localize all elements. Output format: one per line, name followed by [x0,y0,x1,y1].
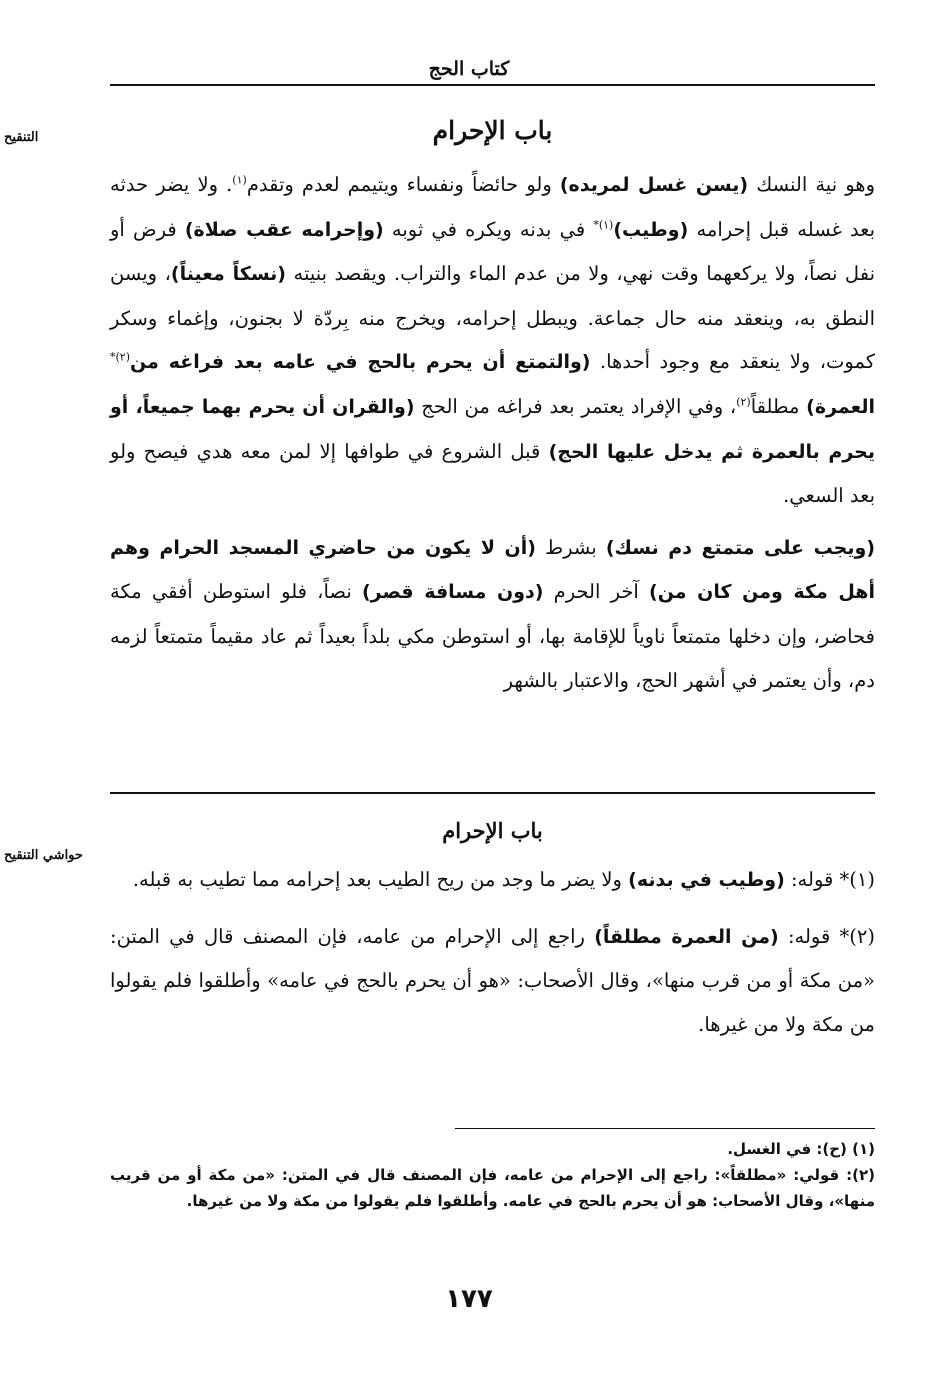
side-label-notes: حواشي التنقيح [4,848,83,863]
footnote-rule [455,1128,875,1129]
note-ref: (٢)* [110,350,131,364]
main-text [110,163,875,702]
side-label-main: التنقيح [4,130,39,145]
footnote-ref: (١) [232,173,247,187]
header-rule [110,84,875,86]
footnote-ref: (٢) [736,395,751,409]
footnote-2: (٢): قولي: «مطلقاً»: راجع إلى الإحرام من عامه، فإن المصنف قال في المتن: «من مكة أو من قريب منها»، وقال الأصحاب: هو أن يحرم بالحج في عامه. وأطلقوا فلم يقولوا من مكة ولا من غيرها. [110,1166,875,1210]
notes-text [110,858,875,1046]
main-paragraph-1: وهو نية النسك (يسن غسل لمريده) ولو حائضاً ونفساء ويتيمم لعدم وتقدم$^{(١)}$. ولا يضر حدثه بعد غسله قبل إحرامه (وطيب)$^{(١)*}$ في بدنه ويكره في ثوبه (وإحرامه عقب صلاة) فرض أو نفل نصاً، ولا يركعهما وقت نهي، ولا من عدم الماء والتراب. ويقصد بنيته (نسكاً معيناً)، ويسن النطق به، وينعقد منه حال جماعة. ويبطل إحرامه، ويخرج منه بِردّة لا بجنون، وإغماء وسكر كموت، ولا ينعقد مع وجود أحدها. (والتمتع أن يحرم بالحج في عامه بعد فراغه من$^{(٢)*}$ العمرة) مطلقاً$^{(٢)}$، وفي الإفراد يعتمر بعد فراغه من الحج (والقران أن يحرم بهما جميعاً، أو يحرم بالعمرة ثم يدخل عليها الحج) قبل الشروع في طوافها إلا لمن معه هدي فيصح ولو بعد السعي. [110,173,876,508]
notes-section-title: باب الإحرام [442,818,543,843]
section-title: باب الإحرام [432,116,553,145]
page-number: ١٧٧ [445,1284,493,1314]
footnote-1: (١) (ح): في الغسل. [727,1140,875,1158]
note-1: (١)* قوله: (وطيب في بدنه) ولا يضر ما وجد من ريح الطيب بعد إحرامه مما تطيب به قبله. [132,868,875,891]
section-divider [110,792,875,794]
running-header: كتاب الحج [428,58,510,80]
note-2: (٢)* قوله: (من العمرة مطلقاً) راجع إلى الإحرام من عامه، فإن المصنف قال في المتن: «من مكة أو من قرب منها»، وقال الأصحاب: «هو أن يحرم بالحج في عامه» وأطلقوا فلم يقولوا من مكة ولا من غيرها. [110,924,875,1036]
note-ref: (١)* [593,218,614,232]
main-paragraph-2: (ويجب على متمتع دم نسك) بشرط (أن لا يكون من حاضري المسجد الحرام وهم أهل مكة ومن كان من) آخر الحرم (دون مسافة قصر) نصاً، فلو استوطن أفقي مكة فحاضر، وإن دخلها متمتعاً ناوياً للإقامة بها، أو استوطن مكي بلداً بعيداً ثم عاد مقيماً متمتعاً لزمه دم، وأن يعتمر في أشهر الحج، والاعتبار بالشهر [110,535,876,692]
footnotes [110,1136,875,1214]
